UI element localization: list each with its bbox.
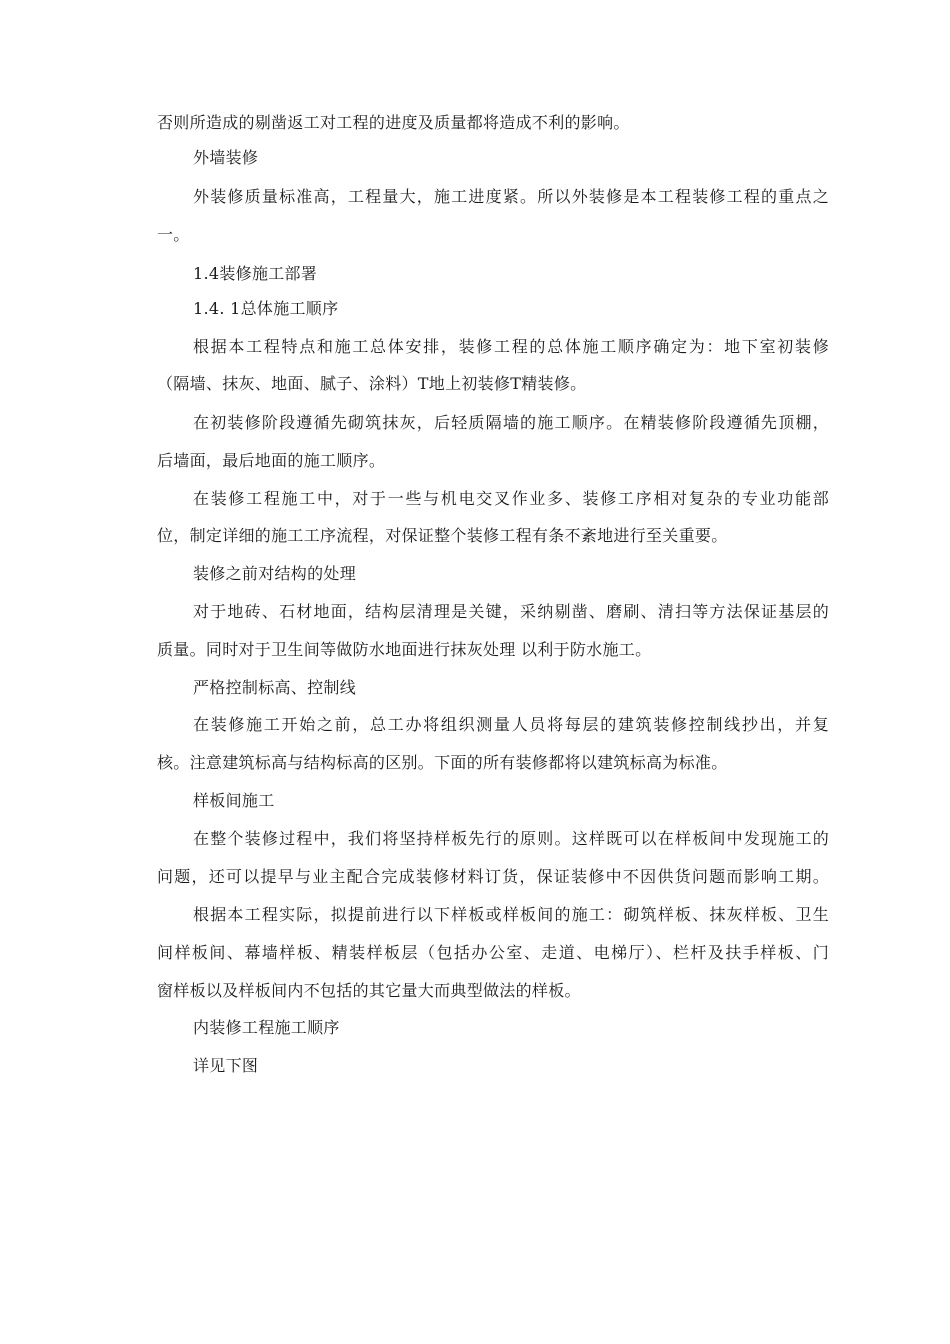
text-line: 窗样板以及样板间内不包括的其它量大而典型做法的样板。 (157, 981, 581, 1000)
text-line: 详见下图 (193, 1056, 259, 1075)
section-heading: 1.4. 1总体施工顺序 (193, 299, 339, 318)
text-line: 在整个装修过程中，我们将坚持样板先行的原则。这样既可以在样板间中发现施工的 (193, 829, 829, 848)
section-heading: 1.4装修施工部署 (193, 264, 318, 283)
section-heading: 严格控制标高、控制线 (193, 678, 357, 697)
text-line: （隔墙、抹灰、地面、腻子、涂料）T地上初装修T精装修。 (157, 374, 587, 393)
text-line: 后墙面，最后地面的施工顺序。 (157, 451, 386, 470)
text-line: 位，制定详细的施工工序流程，对保证整个装修工程有条不紊地进行至关重要。 (157, 526, 728, 545)
section-heading: 样板间施工 (193, 791, 275, 810)
section-heading: 内装修工程施工顺序 (193, 1018, 340, 1037)
text-line: 对于地砖、石材地面，结构层清理是关键，采纳剔凿、磨刷、清扫等方法保证基层的 (193, 602, 829, 621)
text-line: 核。注意建筑标高与结构标高的区别。下面的所有装修都将以建筑标高为标准。 (157, 753, 728, 772)
text-line: 外装修质量标准高，工程量大，施工进度紧。所以外装修是本工程装修工程的重点之 (193, 187, 829, 206)
text-line: 在装修施工开始之前，总工办将组织测量人员将每层的建筑装修控制线抄出，并复 (193, 715, 829, 734)
text-line: 根据本工程特点和施工总体安排，装修工程的总体施工顺序确定为：地下室初装修 (193, 337, 829, 356)
section-heading: 外墙装修 (193, 148, 259, 167)
text-line: 质量。同时对于卫生间等做防水地面进行抹灰处理 以利于防水施工。 (157, 640, 652, 659)
section-heading: 装修之前对结构的处理 (193, 564, 357, 583)
text-line: 根据本工程实际，拟提前进行以下样板或样板间的施工：砌筑样板、抹灰样板、卫生 (193, 905, 829, 924)
text-line: 在初装修阶段遵循先砌筑抹灰，后轻质隔墙的施工顺序。在精装修阶段遵循先顶棚， (193, 413, 829, 432)
text-line: 在装修工程施工中，对于一些与机电交叉作业多、装修工序相对复杂的专业功能部 (193, 489, 829, 508)
text-line: 间样板间、幕墙样板、精装样板层（包括办公室、走道、电梯厅）、栏杆及扶手样板、门 (157, 943, 829, 962)
text-line: 问题，还可以提早与业主配合完成装修材料订货，保证装修中不因供货问题而影响工期。 (157, 867, 829, 886)
text-line: 否则所造成的剔凿返工对工程的进度及质量都将造成不利的影响。 (157, 113, 630, 132)
text-line: 一。 (157, 225, 190, 244)
